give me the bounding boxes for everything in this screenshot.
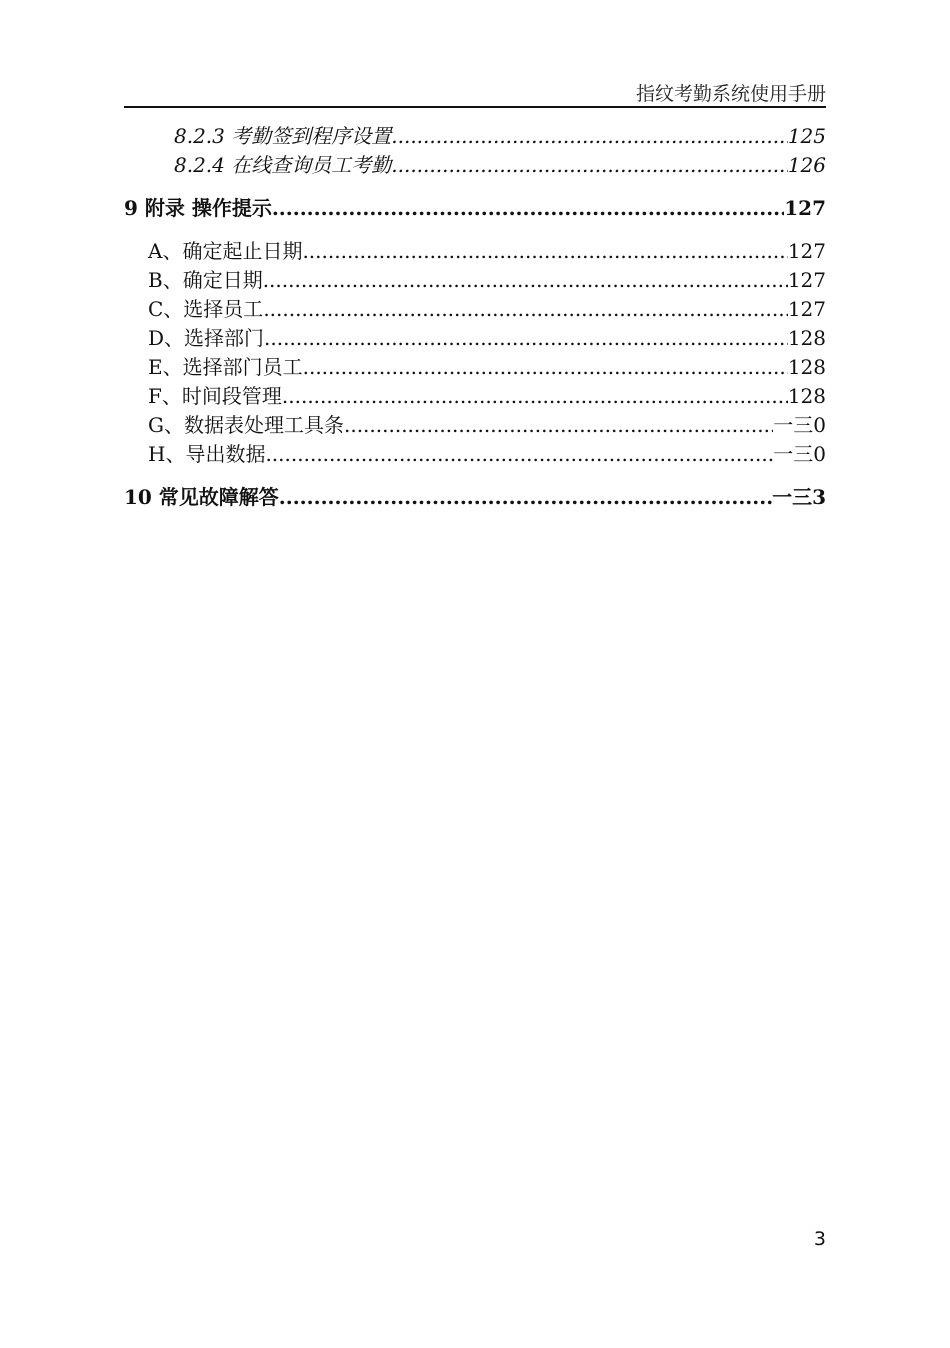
toc-entry-b[interactable] [124, 266, 826, 295]
toc-entry-label: 8.2.4 在线查询员工考勤 [174, 153, 392, 177]
toc-entry-9-appendix[interactable] [124, 194, 826, 223]
toc-entry-label: H、导出数据 [148, 442, 266, 466]
toc-entry-e[interactable] [124, 353, 826, 382]
toc-entry-h[interactable] [124, 440, 826, 469]
toc-dot-leader [265, 440, 773, 469]
toc-dot-leader [264, 324, 788, 353]
toc-entry-label: G、数据表处理工具条 [148, 413, 344, 437]
toc-dot-leader [272, 194, 784, 223]
toc-entry-page: 126 [787, 153, 826, 177]
toc-entry-page: 128 [787, 355, 826, 379]
toc-entry-label: A、确定起止日期 [148, 239, 303, 263]
toc-entry-page: 128 [787, 384, 826, 408]
header-rule [124, 106, 826, 108]
toc-dot-leader [279, 483, 772, 512]
toc-entry-page: 127 [784, 196, 826, 220]
toc-entry-label: 10 常见故障解答 [124, 485, 279, 509]
toc-entry-label: 8.2.3 考勤签到程序设置 [174, 124, 392, 148]
toc-entry-10-faq[interactable] [124, 483, 826, 512]
toc-dot-leader [391, 122, 788, 151]
toc-entry-8-2-4[interactable] [124, 151, 826, 180]
toc-entry-d[interactable] [124, 324, 826, 353]
toc-entry-a[interactable] [124, 237, 826, 266]
table-of-contents [124, 122, 826, 512]
toc-entry-page: 一三3 [772, 485, 826, 509]
toc-entry-label: C、选择员工 [148, 297, 264, 321]
toc-entry-g[interactable] [124, 411, 826, 440]
toc-entry-label: D、选择部门 [148, 326, 265, 350]
toc-entry-page: 一三0 [773, 442, 826, 466]
toc-entry-page: 127 [787, 239, 826, 263]
toc-entry-8-2-3[interactable] [124, 122, 826, 151]
toc-entry-page: 128 [787, 326, 826, 350]
toc-dot-leader [302, 237, 787, 266]
page-number: 3 [813, 1228, 826, 1250]
toc-entry-page: 127 [787, 268, 826, 292]
toc-dot-leader [263, 266, 788, 295]
toc-entry-c[interactable] [124, 295, 826, 324]
toc-dot-leader [303, 353, 788, 382]
toc-entry-label: E、选择部门员工 [148, 355, 303, 379]
toc-entry-label: 9 附录 操作提示 [124, 196, 272, 220]
toc-entry-label: B、确定日期 [148, 268, 263, 292]
toc-entry-page: 一三0 [773, 413, 826, 437]
toc-dot-leader [391, 151, 788, 180]
toc-entry-page: 125 [787, 124, 826, 148]
toc-entry-f[interactable] [124, 382, 826, 411]
running-header-title: 指纹考勤系统使用手册 [635, 83, 826, 105]
toc-dot-leader [344, 411, 773, 440]
toc-dot-leader [263, 295, 788, 324]
toc-dot-leader [282, 382, 788, 411]
toc-entry-label: F、时间段管理 [148, 384, 282, 408]
toc-entry-page: 127 [787, 297, 826, 321]
